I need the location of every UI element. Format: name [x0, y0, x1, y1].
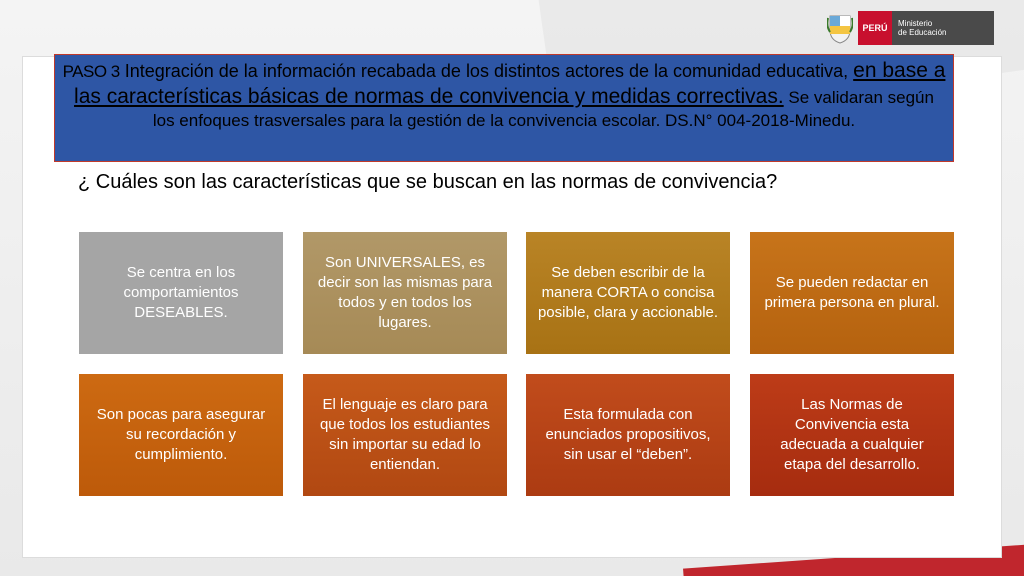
- step-detail-text: Se validaran según los enfoques trasversales para la gestión de la convivencia escolar. DS.N° 004-2018-Minedu.: [152, 88, 934, 130]
- page-question: ¿ Cuáles son las características que se buscan en las normas de convivencia?: [78, 171, 778, 193]
- coat-of-arms-icon: [826, 11, 854, 45]
- characteristic-card: Las Normas de Convivencia esta adecuada a cualquier etapa del desarrollo.: [750, 374, 954, 496]
- step-label: PASO 3: [62, 62, 120, 81]
- ministry-logo: [826, 10, 996, 46]
- country-badge: PERÚ: [858, 11, 892, 45]
- characteristic-card: Se centra en los comportamientos DESEABLES.: [79, 232, 283, 354]
- ministry-line-2: de Educación: [898, 28, 947, 37]
- characteristic-card: Son UNIVERSALES, es decir son las mismas para todos y en todos los lugares.: [303, 232, 507, 354]
- characteristic-card: Se deben escribir de la manera CORTA o concisa posible, clara y accionable.: [526, 232, 730, 354]
- characteristic-card: Se pueden redactar en primera persona en plural.: [750, 232, 954, 354]
- ministry-name: [892, 11, 994, 45]
- characteristics-grid: [79, 232, 954, 496]
- step-intro-text: Integración de la información recabada de los distintos actores de la comunidad educativa,: [119, 61, 854, 81]
- characteristic-card: El lenguaje es claro para que todos los estudiantes sin importar su edad lo entiendan.: [303, 374, 507, 496]
- step-header-box: [54, 54, 954, 162]
- characteristic-card: Son pocas para asegurar su recordación y cumplimiento.: [79, 374, 283, 496]
- step-highlight-text: en base a las características básicas de normas de convivencia y medidas correctivas.: [74, 59, 946, 108]
- characteristic-card: Esta formulada con enunciados propositivos, sin usar el “deben”.: [526, 374, 730, 496]
- ministry-line-1: Ministerio: [898, 19, 933, 28]
